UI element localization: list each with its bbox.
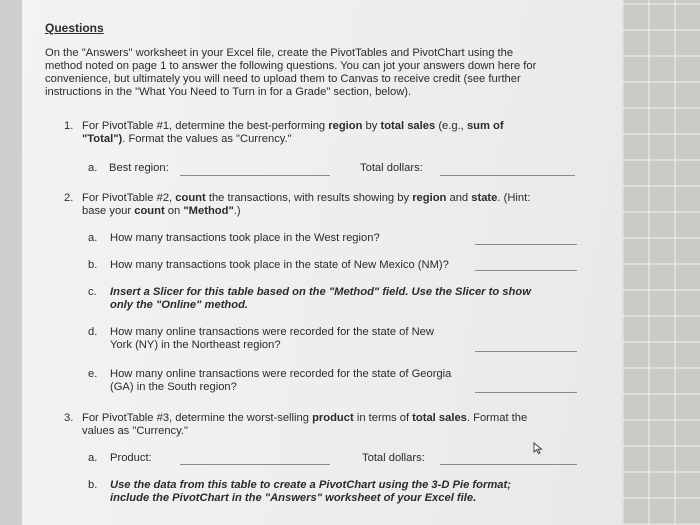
q2-c-line-2: only the "Online" method. xyxy=(110,299,249,311)
q2-line-1: For PivotTable #2, count the transactions, with results showing by region and state. (Hint: xyxy=(82,192,531,204)
q2-e-letter: e. xyxy=(88,368,98,380)
q1-number: 1. xyxy=(64,120,74,132)
q2-d-line-2: York (NY) in the Northeast region? xyxy=(110,339,281,351)
q2-e-line-1: How many online transactions were recorded for the state of Georgia xyxy=(110,368,452,380)
q3-line-1: For PivotTable #3, determine the worst-selling product in terms of total sales. Format the xyxy=(82,412,528,424)
q1-a-label: Best region: xyxy=(109,162,169,174)
intro-line-3: convenience, but ultimately you will need to upload them to Canvas to receive credit (see further xyxy=(45,73,521,85)
best-region-answer-line[interactable] xyxy=(180,175,330,176)
q3-b-line-2: include the PivotChart in the "Answers" worksheet of your Excel file. xyxy=(110,492,477,504)
nm-transactions-answer-line[interactable] xyxy=(475,270,577,271)
q2-d-letter: d. xyxy=(88,326,98,338)
q3-line-2: values as "Currency." xyxy=(82,425,188,437)
q2-c-line-1: Insert a Slicer for this table based on the "Method" field. Use the Slicer to show xyxy=(110,286,531,298)
q2-c-letter: c. xyxy=(88,286,97,298)
q2-line-2: base your count on "Method".) xyxy=(82,205,241,217)
q3-number: 3. xyxy=(64,412,74,424)
west-transactions-answer-line[interactable] xyxy=(475,244,577,245)
background-grid xyxy=(622,0,700,525)
q1-a-letter: a. xyxy=(88,162,98,174)
product-answer-line[interactable] xyxy=(180,464,330,465)
q2-a-text: How many transactions took place in the West region? xyxy=(110,232,380,244)
q3-a-total-label: Total dollars: xyxy=(362,452,425,464)
q2-number: 2. xyxy=(64,192,74,204)
q2-a-letter: a. xyxy=(88,232,98,244)
mouse-pointer-icon xyxy=(533,442,543,454)
q3-a-label: Product: xyxy=(110,452,152,464)
q1-a-total-label: Total dollars: xyxy=(360,162,423,174)
ny-online-answer-line[interactable] xyxy=(475,351,577,352)
worst-total-answer-line[interactable] xyxy=(440,464,577,465)
intro-line-1: On the "Answers" worksheet in your Excel file, create the PivotTables and PivotChart using the xyxy=(45,47,514,59)
q2-b-letter: b. xyxy=(88,259,98,271)
intro-line-2: method noted on page 1 to answer the following questions. You can jot your answers down here for xyxy=(45,60,537,72)
total-dollars-answer-line[interactable] xyxy=(440,175,575,176)
q2-b-text: How many transactions took place in the state of New Mexico (NM)? xyxy=(110,259,449,271)
q2-e-line-2: (GA) in the South region? xyxy=(110,381,237,393)
section-heading: Questions xyxy=(45,21,104,35)
q3-b-line-1: Use the data from this table to create a PivotChart using the 3-D Pie format; xyxy=(110,479,511,491)
q3-a-letter: a. xyxy=(88,452,98,464)
q1-line-2: "Total"). Format the values as "Currency." xyxy=(82,133,292,145)
intro-line-4: instructions in the "What You Need to Turn in for a Grade" section, below). xyxy=(45,86,412,98)
q3-b-letter: b. xyxy=(88,479,98,491)
ga-online-answer-line[interactable] xyxy=(475,392,577,393)
q1-line-1: For PivotTable #1, determine the best-performing region by total sales (e.g., sum of xyxy=(82,120,504,132)
q2-d-line-1: How many online transactions were recorded for the state of New xyxy=(110,326,434,338)
